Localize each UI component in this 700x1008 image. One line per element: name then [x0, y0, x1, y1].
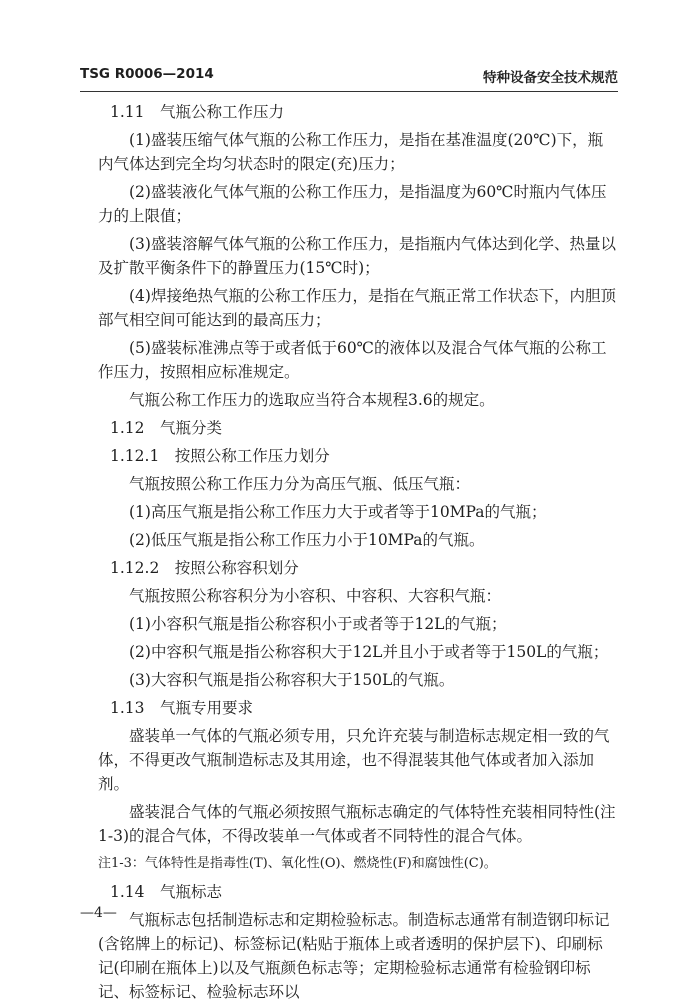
paragraph: (5)盛装标准沸点等于或者低于60℃的液体以及混合气体气瓶的公称工作压力，按照相应标准规定。 [98, 339, 607, 381]
paragraph: 盛装混合气体的气瓶必须按照气瓶标志确定的气体特性充装相同特性(注1-3)的混合气体，不得改装单一气体或者不同特性的混合气体。 [98, 803, 616, 845]
paragraph: (2)低压气瓶是指公称工作压力小于10MPa的气瓶。 [129, 531, 485, 549]
section-heading-1-11: 1.11 气瓶公称工作压力 [110, 103, 285, 121]
standard-code: TSG R0006—2014 [80, 66, 214, 82]
section-heading-1-14: 1.14 气瓶标志 [110, 883, 223, 901]
paragraph: 气瓶公称工作压力的选取应当符合本规程3.6的规定。 [129, 391, 495, 409]
paragraph: (2)盛装液化气体气瓶的公称工作压力，是指温度为60℃时瓶内气体压力的上限值； [98, 183, 607, 225]
subsection-heading-1-12-2: 1.12.2 按照公称容积划分 [110, 559, 299, 577]
paragraph: (4)焊接绝热气瓶的公称工作压力，是指在气瓶正常工作状态下，内胆顶部气相空间可能达到的最高压力； [98, 287, 616, 329]
header-rule [80, 91, 618, 92]
page-header [80, 66, 618, 88]
paragraph: 气瓶标志包括制造标志和定期检验标志。制造标志通常有制造钢印标记(含铭牌上的标记)、标签标记(粘贴于瓶体上或者透明的保护层下)、印刷标记(印刷在瓶体上)以及气瓶颜色标志等；定期检验标志通常有检验钢印标记、标签标记、检验标志环以 [98, 911, 610, 1001]
section-heading-1-13: 1.13 气瓶专用要求 [110, 699, 254, 717]
page-number: —4— [80, 905, 117, 921]
section-heading-1-12: 1.12 气瓶分类 [110, 419, 223, 437]
header-title: 特种设备安全技术规范 [483, 70, 618, 86]
paragraph: (1)高压气瓶是指公称工作压力大于或者等于10MPa的气瓶； [129, 503, 547, 521]
paragraph: (1)盛装压缩气体气瓶的公称工作压力，是指在基准温度(20℃)下，瓶内气体达到完全均匀状态时的限定(充)压力； [98, 131, 604, 173]
paragraph: (3)大容积气瓶是指公称容积大于150L的气瓶。 [129, 671, 455, 689]
paragraph: 盛装单一气体的气瓶必须专用，只允许充装与制造标志规定相一致的气体，不得更改气瓶制造标志及其用途，也不得混装其他气体或者加入添加剂。 [98, 727, 610, 793]
paragraph: (3)盛装溶解气体气瓶的公称工作压力，是指瓶内气体达到化学、热量以及扩散平衡条件下的静置压力(15℃时)； [98, 235, 616, 277]
page-content [98, 100, 616, 1008]
paragraph: (2)中容积气瓶是指公称容积大于12L并且小于或者等于150L的气瓶； [129, 643, 609, 661]
subsection-heading-1-12-1: 1.12.1 按照公称工作压力划分 [110, 447, 330, 465]
paragraph: 气瓶按照公称容积分为小容积、中容积、大容积气瓶： [129, 587, 502, 605]
paragraph: (1)小容积气瓶是指公称容积小于或者等于12L的气瓶； [129, 615, 507, 633]
paragraph: 气瓶按照公称工作压力分为高压气瓶、低压气瓶： [129, 475, 471, 493]
footnote: 注1-3：气体特性是指毒性(T)、氧化性(O)、燃烧性(F)和腐蚀性(C)。 [98, 856, 497, 871]
